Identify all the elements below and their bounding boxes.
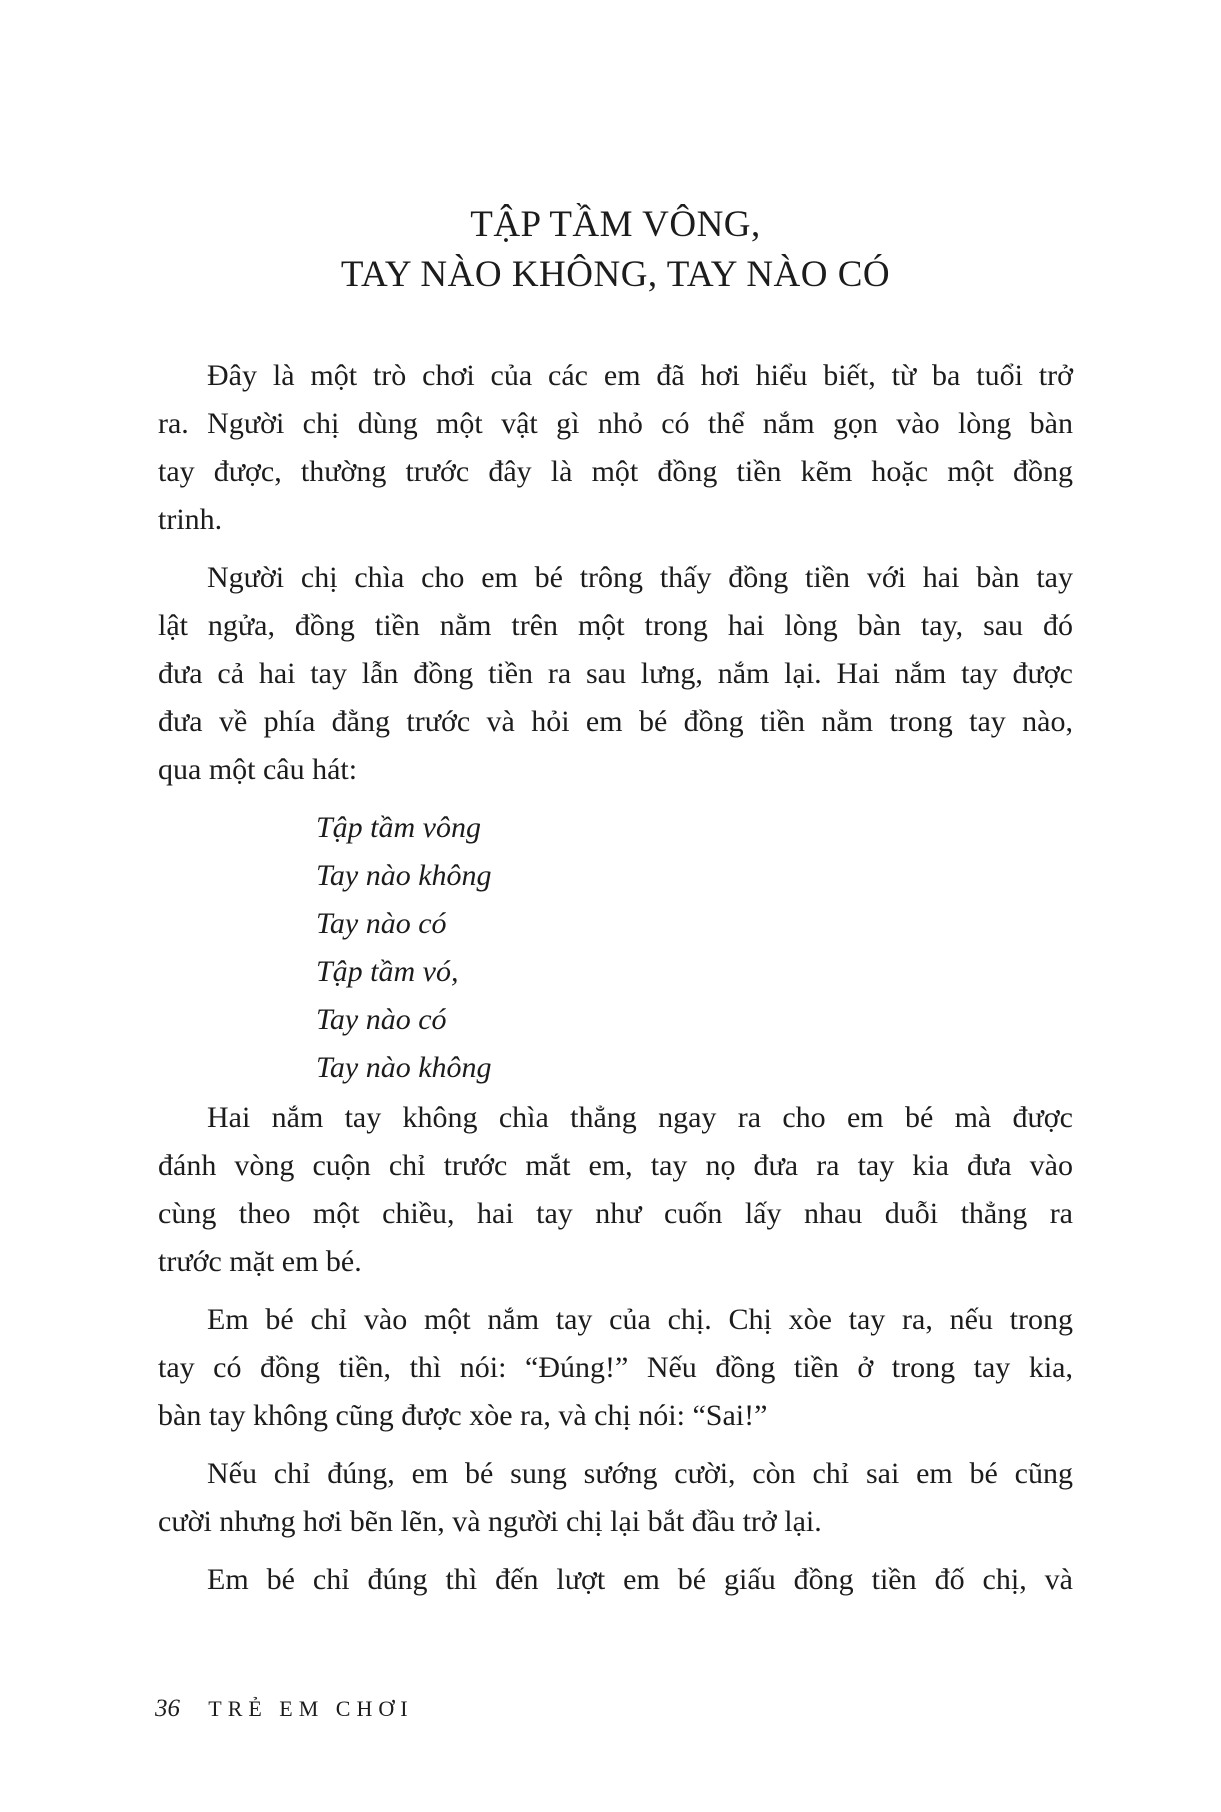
chapter-title-line-2: TAY NÀO KHÔNG, TAY NÀO CÓ <box>340 254 891 295</box>
running-title: TRẺ EM CHƠI <box>208 1696 414 1721</box>
paragraph-turn <box>158 1556 1073 1604</box>
paragraph-hands <box>158 1094 1073 1286</box>
text-line: ra. Người chị dùng một vật gì nhỏ có thể nắm gọn vào lòng bàn <box>158 407 1073 440</box>
text-line: cười nhưng hơi bẽn lẽn, và người chị lại bắt đầu trở lại. <box>158 1505 822 1538</box>
text-line: Hai nắm tay không chìa thẳng ngay ra cho em bé mà được <box>207 1101 1073 1134</box>
text-line: trinh. <box>158 503 223 536</box>
text-line: đưa về phía đằng trước và hỏi em bé đồng tiền nằm trong tay nào, <box>158 705 1073 738</box>
verse-line: Tay nào có <box>316 1003 447 1036</box>
chapter-title-line-1: TẬP TẦM VÔNG, <box>470 204 761 245</box>
chapter-title <box>158 200 1073 300</box>
verse-line: Tay nào không <box>316 859 492 892</box>
text-line: Nếu chỉ đúng, em bé sung sướng cười, còn chỉ sai em bé cũng <box>207 1457 1073 1490</box>
verse-line: Tay nào có <box>316 907 447 940</box>
text-line: tay được, thường trước đây là một đồng tiền kẽm hoặc một đồng <box>158 455 1073 488</box>
song-verse <box>316 804 1073 1092</box>
verse-line: Tập tầm vó, <box>316 955 459 988</box>
text-line: Đây là một trò chơi của các em đã hơi hiểu biết, từ ba tuổi trở <box>207 359 1073 392</box>
paragraph-result <box>158 1450 1073 1546</box>
page-footer <box>155 1694 414 1724</box>
page-number: 36 <box>155 1695 180 1722</box>
text-line: đưa cả hai tay lẫn đồng tiền ra sau lưng, nắm lại. Hai nắm tay được <box>158 657 1073 690</box>
paragraph-guess <box>158 1296 1073 1440</box>
text-line: tay có đồng tiền, thì nói: “Đúng!” Nếu đồng tiền ở trong tay kia, <box>158 1351 1073 1384</box>
text-line: qua một câu hát: <box>158 753 358 786</box>
text-line: trước mặt em bé. <box>158 1245 362 1278</box>
paragraph-setup <box>158 554 1073 794</box>
body-text <box>158 352 1073 1614</box>
text-line: cùng theo một chiều, hai tay như cuốn lấy nhau duỗi thẳng ra <box>158 1197 1073 1230</box>
text-line: Em bé chỉ đúng thì đến lượt em bé giấu đồng tiền đố chị, và <box>207 1563 1073 1596</box>
paragraph-intro <box>158 352 1073 544</box>
text-line: đánh vòng cuộn chỉ trước mắt em, tay nọ đưa ra tay kia đưa vào <box>158 1149 1073 1182</box>
text-line: bàn tay không cũng được xòe ra, và chị nói: “Sai!” <box>158 1399 768 1432</box>
text-line: Em bé chỉ vào một nắm tay của chị. Chị xòe tay ra, nếu trong <box>207 1303 1073 1336</box>
verse-line: Tập tầm vông <box>316 811 481 844</box>
verse-line: Tay nào không <box>316 1051 492 1084</box>
text-line: Người chị chìa cho em bé trông thấy đồng tiền với hai bàn tay <box>207 561 1073 594</box>
text-line: lật ngửa, đồng tiền nằm trên một trong hai lòng bàn tay, sau đó <box>158 609 1073 642</box>
